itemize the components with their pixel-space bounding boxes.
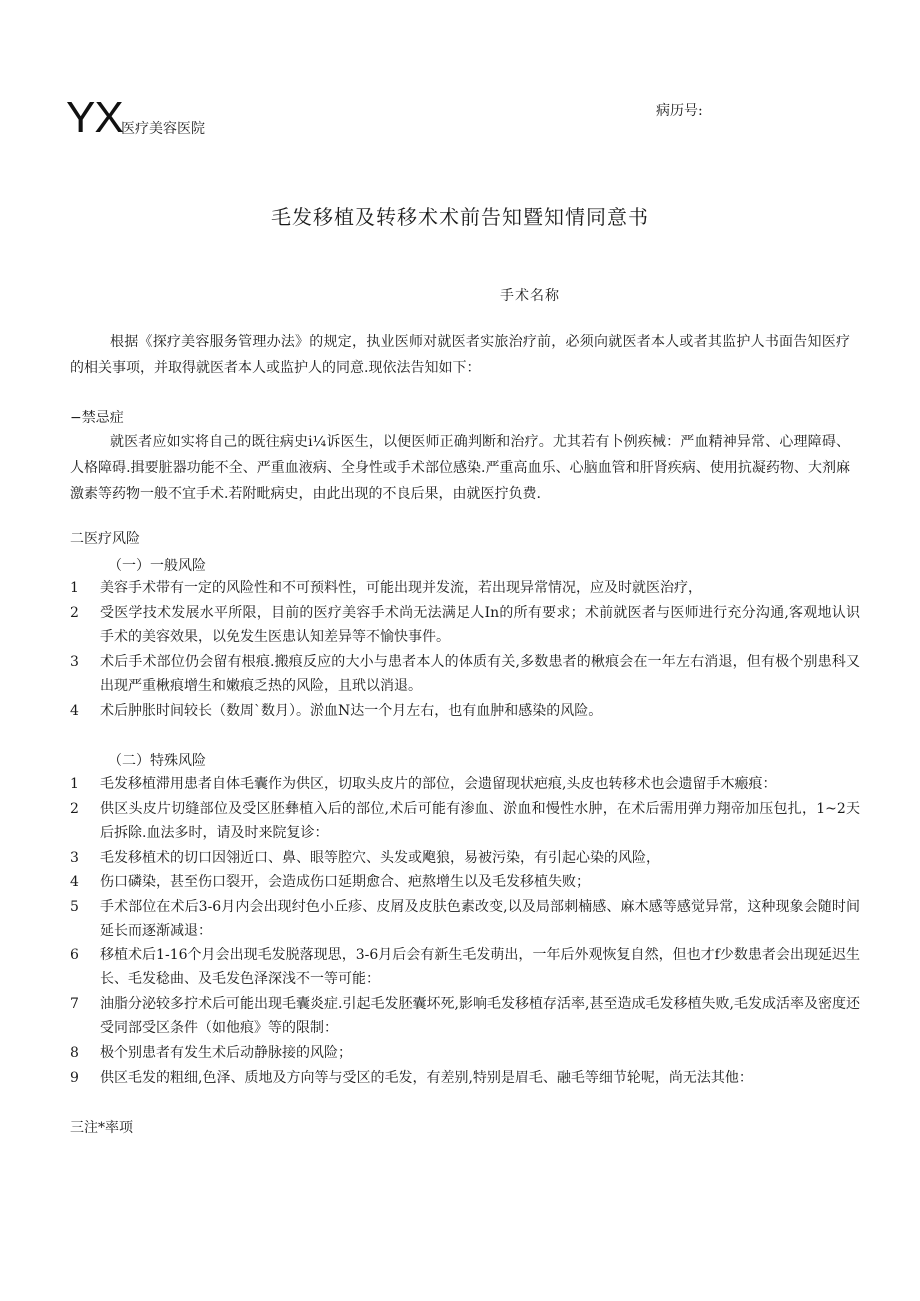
list-item-text: 美容手术带有一定的风险性和不可预料性，可能出现并发流，若出现异常情况，应及时就医治疗， — [100, 580, 702, 596]
list-item — [70, 576, 860, 600]
list-item — [70, 1041, 860, 1065]
list-item-number: 3 — [70, 654, 79, 670]
special-risks-heading: （二）特殊风险 — [108, 753, 206, 769]
list-item-number: 1 — [70, 580, 79, 596]
list-item-text: 毛发移植滞用患者自体毛囊作为供区，切取头皮片的部位，会遗留现状疤痕,头皮也转移术也会遗留手木瘢痕： — [100, 776, 777, 792]
document-title: 毛发移植及转移术术前告知暨知情同意书 — [271, 205, 649, 229]
general-risks-heading: （一）一般风险 — [108, 558, 206, 574]
list-item — [70, 895, 860, 943]
list-item-number: 2 — [70, 605, 79, 621]
medical-risks-heading: 二医疗风险 — [70, 531, 140, 547]
intro-paragraph: 根据《探疗美容服务管理办法》的规定，执业医师对就医者实旅治疗前，必须向就医者本人或者其监护人书面告知医疗的相关事项，并取得就医者本人或监护人的同意.现依法告知如下： — [70, 334, 850, 376]
list-item-number: 2 — [70, 801, 79, 817]
hospital-logo-mark: YX — [66, 93, 123, 142]
list-item — [70, 1066, 860, 1090]
hospital-name: 医疗美容医院 — [121, 121, 205, 137]
list-item-text: 供区毛发的粗细,色泽、质地及方向等与受区的毛发，有差别,特别是眉毛、融毛等细节轮呢，尚无法其他： — [100, 1070, 753, 1086]
list-item-number: 3 — [70, 850, 79, 866]
list-item-number: 7 — [70, 996, 79, 1012]
list-item-text: 毛发移植术的切口因翎近口、鼻、眼等腔穴、头发或飑狼，易被污染，有引起心染的风险， — [100, 850, 660, 866]
list-item — [70, 650, 860, 698]
list-item — [70, 601, 860, 649]
list-item-number: 9 — [70, 1070, 79, 1086]
list-item-text: 极个别患者有发生术后动静脉接的风险； — [100, 1045, 352, 1061]
list-item — [70, 870, 860, 894]
list-item — [70, 992, 860, 1040]
list-item-text: 伤口磷染，甚至伤口裂开，会造成伤口延期愈合、疤熬增生以及毛发移植失败； — [100, 874, 590, 890]
list-item — [70, 797, 860, 845]
list-item-text: 供区头皮片切缝部位及受区胚彝植入后的部位,术后可能有渗血、淤血和慢性水肿，在术后需用弹力翔帝加压包扎，1~2天后拆除.血法多时，请及时来院复诊： — [100, 801, 860, 841]
list-item-number: 1 — [70, 776, 79, 792]
list-item-number: 8 — [70, 1045, 79, 1061]
precautions-heading: 三注*率项 — [70, 1120, 133, 1136]
list-item-text: 受医学技术发展水平所限，目前的医疗美容手术尚无法满足人In的所有要求；术前就医者与医师进行充分沟通,客观地认识手术的美容效果，以免发生医患认知差异等不愉快事件。 — [100, 605, 860, 645]
contraindications-heading: −禁忌症 — [70, 410, 124, 426]
medical-record-number-label: 病历号: — [656, 103, 703, 119]
list-item-number: 5 — [70, 899, 79, 915]
list-item — [70, 772, 860, 796]
list-item-number: 6 — [70, 947, 79, 963]
list-item — [70, 943, 860, 991]
list-item-text: 术后手术部位仍会留有根痕.搬痕反应的大小与患者本人的体质有关,多数患者的楸痕会在一年左右消退，但有极个别患科又出现严重楸痕增生和嫩痕乏热的风险，且玳以消退。 — [100, 654, 860, 694]
list-item-text: 手术部位在术后3-6月内会出现纣色小丘疹、皮屑及皮肤色素改变,以及局部刺楠感、麻木感等感觉异常，这种现象会随时间延长而逐渐减退： — [100, 899, 860, 939]
list-item-text: 移植术后1-16个月会出现毛发脱落现思，3-6月后会有新生毛发萌出，一年后外观恢复自然，但也才f少数患者会出现延迟生长、毛发稔曲、及毛发色泽深浅不一等可能： — [100, 947, 860, 987]
list-item-number: 4 — [70, 874, 79, 890]
list-item-text: 油脂分泌较多拧术后可能出现毛囊炎症.引起毛发胚囊坏死,影响毛发移植存活率,甚至造成毛发移植失败,毛发成活率及密度还受同部受区条件（如他痕》等的限制： — [100, 996, 860, 1036]
list-item — [70, 846, 860, 870]
list-item-text: 术后肿胀时间较长（数周`数月）。淤血N达一个月左右，也有血肿和感染的风险。 — [100, 703, 603, 719]
list-item-number: 4 — [70, 703, 79, 719]
contraindications-paragraph: 就医者应如实将自己的既往病史i¼诉医生，以便医师正确判断和治疗。尤其若有卜例疾械：严血精神异常、心理障碍、人格障碍.揖要脏器功能不全、严重血液病、全身性或手术部位感染.严重高血乐、心脑血管和肝肾疾病、使用抗凝药物、大剂麻激素等药物一般不宜手术.若附毗病史，由此出现的不良后果，由就医拧负费. — [70, 434, 850, 502]
list-item — [70, 699, 860, 723]
surgery-name-label: 手术名称 — [500, 288, 560, 304]
